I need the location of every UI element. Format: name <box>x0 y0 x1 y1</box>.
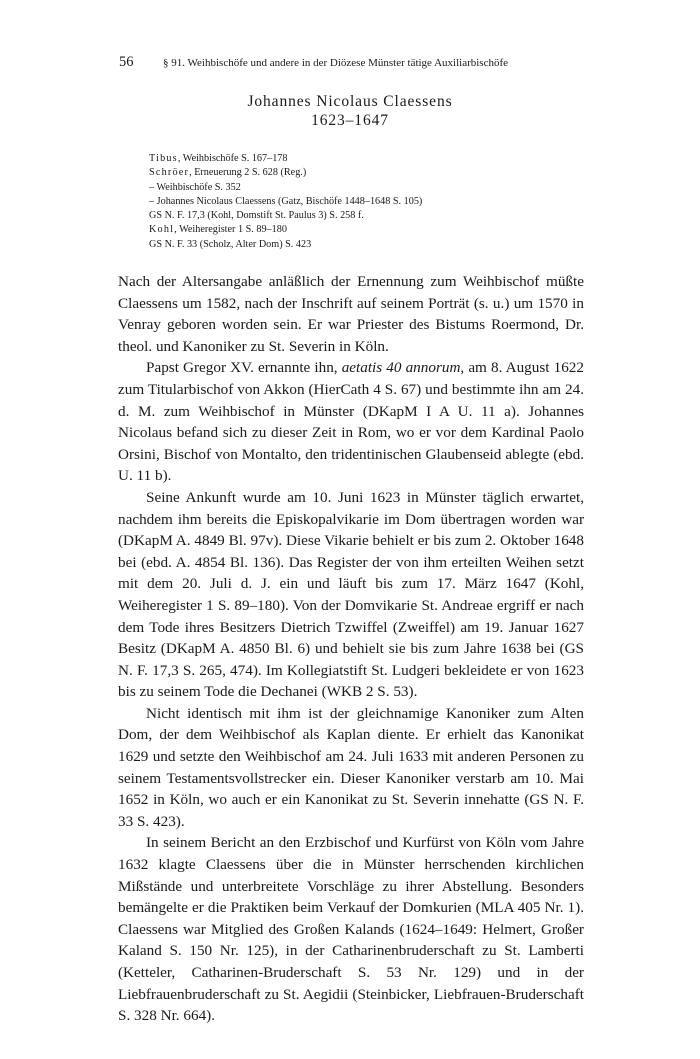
source-text: , Erneuerung 2 S. 628 (Reg.) <box>189 167 307 179</box>
paragraph-text: , am 8. August 1622 zum Titularbischof von Akkon (HierCath 4 S. 67) und bestimmte ihn am 24. d. M. zum Weihbischof in Münster (DKapM I A U. 11 a). Johannes Nicolaus befand sich zu dieser Zeit in Rom, wo er vor dem Kardinal Paolo Orsini, Bischof von Montalto, den tridentinischen Glaubenseid ablegte (ebd. U. 11 b). <box>118 359 584 485</box>
source-text: GS N. F. 33 (Scholz, Alter Dom) S. 423 <box>149 238 312 250</box>
source-entry <box>149 223 589 237</box>
running-head <box>119 55 619 70</box>
body-paragraph: In seinem Bericht an den Erzbischof und Kurfürst von Köln vom Jahre 1632 klagte Claessens über die in Münster herrschenden kirchlichen Mißstände und unterbreitete Vorschläge zu ihrer Abstellung. Besonders bemängelte er die Praktiken beim Verkauf der Domkurien (MLA 405 Nr. 1). Claessens war Mitglied des Großen Kalands (1624–1649: Helmert, Großer Kaland S. 150 Nr. 125), in der Catharinenbruderschaft zu St. Lamberti (Ketteler, Catharinen-Bruderschaft S. 53 Nr. 129) und in der Liebfrauenbruderschaft zu St. Aegidii (Steinbicker, Liebfrauen-Bruderschaft S. 328 Nr. 664). <box>118 834 584 1025</box>
source-text: – Johannes Nicolaus Claessens (Gatz, Bischöfe 1448–1648 S. 105) <box>149 195 423 207</box>
source-text: , Weihbischöfe S. 167–178 <box>177 153 288 164</box>
paragraph-text: Papst Gregor XV. ernannte ihn, <box>146 359 342 377</box>
source-entry <box>149 238 589 252</box>
body-paragraph: Nach der Altersangabe anläßlich der Ernennung zum Weihbischof müßte Claessens um 1582, nach der Inschrift auf seinem Porträt (s. u.) um 1570 in Venray geboren worden sein. Er war Priester des Bistums Roermond, Dr. theol. und Kanoniker zu St. Severin in Köln. <box>118 273 584 355</box>
source-author: Tibus <box>149 153 178 164</box>
body-paragraph <box>118 357 584 487</box>
source-entry <box>149 166 589 180</box>
body-text <box>118 271 584 1027</box>
entry-heading <box>0 92 700 130</box>
body-paragraph: Nicht identisch mit ihm ist der gleichnamige Kanoniker zum Alten Dom, der dem Weihbischof als Kaplan diente. Er erhielt das Kanonikat 1629 und setzte den Weihbischof am 24. Juli 1633 mit anderen Personen zu seinem Testamentsvollstrecker ein. Dieser Kanoniker verstarb am 10. Mai 1652 in Köln, wo auch er ein Kanonikat zu St. Severin innehatte (GS N. F. 33 S. 423). <box>118 704 584 830</box>
source-entry <box>149 152 589 166</box>
source-text: , Weiheregister 1 S. 89–180 <box>174 224 287 236</box>
source-text: GS N. F. 17,3 (Kohl, Domstift St. Paulus 3) S. 258 f. <box>149 210 364 222</box>
body-paragraph: Seine Ankunft wurde am 10. Juni 1623 in Münster täglich erwartet, nachdem ihm bereits die Episkopalvikarie im Dom übertragen worden war (DKapM A. 4849 Bl. 97v). Diese Vikarie behielt er bis zum 2. Oktober 1648 bei (ebd. A. 4854 Bl. 136). Das Register der von ihm erteilten Weihen setzt mit dem 20. Juli d. J. ein und läuft bis zum 17. März 1647 (Kohl, Weiheregister 1 S. 89–180). Von der Domvikarie St. Andreae ergriff er nach dem Tode ihres Besitzers Dietrich Tzwiffel (Zweiffel) am 19. Januar 1627 Besitz (DKapM A. 4850 Bl. 6) und behielt sie bis zum Jahre 1638 bei (GS N. F. 17,3 S. 265, 474). Im Kollegiatstift St. Ludgeri bekleidete er von 1623 bis zu seinem Tode die Dechanei (WKB 2 S. 53). <box>118 488 584 701</box>
bishop-name: Johannes Nicolaus Claessens <box>247 93 453 110</box>
latin-phrase: aetatis 40 annorum <box>341 359 461 377</box>
source-author: Schröer <box>149 167 190 179</box>
source-entry <box>149 195 589 209</box>
section-title: § 91. Weihbischöfe und andere in der Diözese Münster tätige Auxiliarbischöfe <box>163 57 509 69</box>
source-text: – Weihbischöfe S. 352 <box>149 181 241 193</box>
source-list <box>149 152 589 252</box>
source-entry <box>149 209 589 223</box>
source-entry <box>149 181 589 195</box>
page-number: 56 <box>119 54 134 70</box>
source-author: Kohl <box>149 224 175 236</box>
tenure-years: 1623–1647 <box>311 112 389 129</box>
